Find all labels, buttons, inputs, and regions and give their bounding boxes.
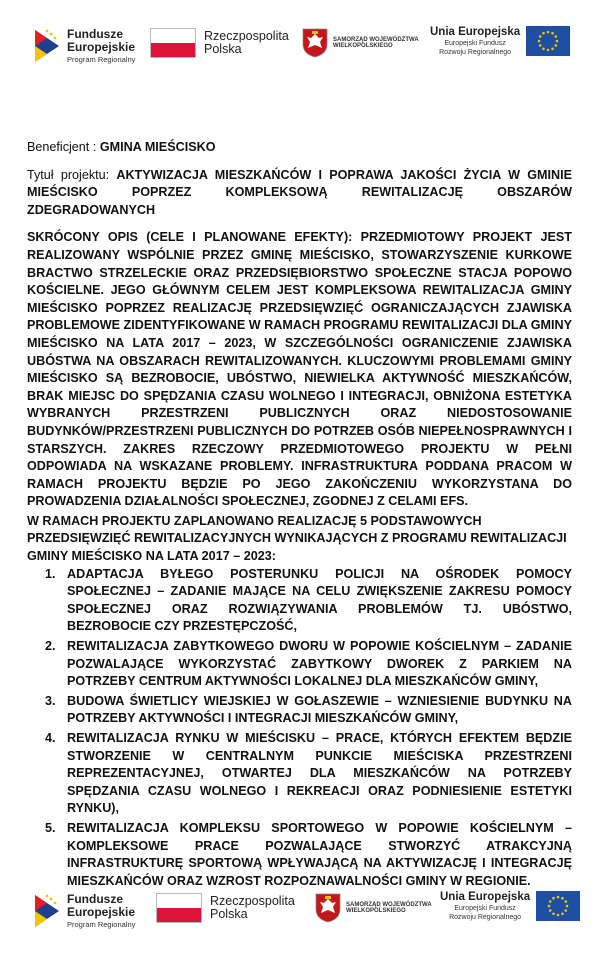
eu-line1: Unia Europejska xyxy=(440,891,531,903)
project-title-line xyxy=(27,167,572,220)
poland-flag-icon xyxy=(150,28,196,58)
eu-line3: Rozwoju Regionalnego xyxy=(439,49,512,57)
logo-poland xyxy=(156,893,295,923)
list-item: 4. REWITALIZACJA RYNKU W MIEŚCISKU – PRACE, KTÓRYCH EFEKTEM BĘDZIE STWORZENIE W CENTRALNYM PUNKCIE MIEŚCISKA PRZESTRZENI REPREZENTACYJNEJ, OTWARTEJ DLA MIESZKAŃCÓW NA POTRZEBY SPĘDZANIA CZASU WOLNEGO I REKREACJI ORAZ PODNIESIENIE ESTETYKI RYNKU), xyxy=(45,731,572,816)
document-body xyxy=(27,139,572,892)
logo-eu xyxy=(430,26,570,57)
european-funds-icon xyxy=(33,26,63,66)
logo-eu xyxy=(440,891,580,922)
project-task-list xyxy=(27,566,572,891)
funds-line2: Europejskie xyxy=(67,905,136,920)
eu-line1: Unia Europejska xyxy=(430,26,521,38)
poland-line1: Rzeczpospolita xyxy=(210,893,295,908)
funds-line3: Program Regionalny xyxy=(67,919,136,929)
region-coat-of-arms-icon xyxy=(315,893,341,923)
eu-line3: Rozwoju Regionalnego xyxy=(449,914,522,922)
eu-line2: Europejski Fundusz xyxy=(444,40,506,48)
region-line2: WIELKOPOLSKIEGO xyxy=(346,908,406,914)
list-item: 1. ADAPTACJA BYŁEGO POSTERUNKU POLICJI NA OŚRODEK POMOCY SPOŁECZNEJ – ZADANIE MAJĄCE NA CELU ZWIĘKSZENIE ZAKRESU POMOCY SPOŁECZNEJ ORAZ ROZWIĄZYWANIA PROBLEMÓW TJ. UBÓSTWO, BEZROBOCIE CZY PRZESTĘPCZOŚĆ, xyxy=(45,566,572,634)
logo-european-funds xyxy=(33,891,135,931)
list-item: 3. BUDOWA ŚWIETLICY WIEJSKIEJ W GOŁASZEWIE – WZNIESIENIE BUDYNKU NA POTRZEBY AKTYWNOŚCI I INTEGRACJI MIESZKAŃCÓW GMINY, xyxy=(45,693,572,726)
beneficiary-line xyxy=(27,139,572,157)
funds-line1: Fundusze xyxy=(67,27,123,42)
funds-line2: Europejskie xyxy=(67,40,136,55)
list-item: 2. REWITALIZACJA ZABYTKOWEGO DWORU W POPOWIE KOŚCIELNYM – ZADANIE POZWALAJĄCE WYKORZYSTAĆ ZABYTKOWY DWOREK Z PARKIEM NA POTRZEBY CENTRUM AKTYWNOŚCI LOKALNEJ DLA MIESZKAŃCÓW GMINY, xyxy=(45,639,572,689)
region-coat-of-arms-icon xyxy=(302,28,328,58)
european-funds-icon xyxy=(33,891,63,931)
logo-european-funds xyxy=(33,26,135,66)
header-logo-bar xyxy=(0,20,600,80)
poland-line1: Rzeczpospolita xyxy=(204,28,289,43)
region-line1: SAMORZĄD WOJEWÓDZTWA xyxy=(346,901,432,908)
eu-flag-icon xyxy=(526,26,570,56)
logo-region xyxy=(302,28,419,58)
region-line1: SAMORZĄD WOJEWÓDZTWA xyxy=(333,36,419,43)
beneficiary-label: Beneficjent : xyxy=(27,140,100,154)
project-intro: W RAMACH PROJEKTU ZAPLANOWANO REALIZACJĘ 5 PODSTAWOWYCH PRZEDSIĘWZIĘĆ REWITALIZACYJNYCH WYNIKAJĄCYCH Z PROGRAMU REWITALIZACJI GMINY MIEŚCISKO NA LATA 2017 – 2023: xyxy=(27,513,567,564)
poland-line2: Polska xyxy=(204,42,242,56)
footer-logo-bar xyxy=(0,885,600,945)
eu-flag-icon xyxy=(536,891,580,921)
list-item: 5. REWITALIZACJA KOMPLEKSU SPORTOWEGO W POPOWIE KOŚCIELNYM – KOMPLEKSOWE PRACE POZWALAJĄCE STWORZYĆ ATRAKCYJNĄ INFRASTRUKTURĘ SPORTOWĄ WPŁYWAJĄCĄ NA AKTYWIZACJĘ I INTEGRACJĘ MIESZKAŃCÓW ORAZ WZROST ROZPOZNAWALNOŚCI GMINY W REGIONIE. xyxy=(45,820,572,888)
project-summary: SKRÓCONY OPIS (CELE I PLANOWANE EFEKTY): PRZEDMIOTOWY PROJEKT JEST REALIZOWANY WSPÓLNIE PRZEZ GMINĘ MIEŚCISKO, STOWARZYSZENIE KURKOWE BRACTWO STRZELECKIE ORAZ PRZEDSIĘBIORSTWO SPOŁECZNE STACJA POPOWO KOŚCIELNE. JEGO GŁÓWNYM CELEM JEST KOMPLEKSOWA REWITALIZACJA GMINY MIEŚCISKO POPRZEZ REALIZACJĘ PRZEDSIĘWZIĘĆ OGRANICZAJĄCYCH ZJAWISKA PROBLEMOWE ZIDENTYFIKOWANE W RAMACH PROGRAMU REWITALIZACJI DLA GMINY MIEŚCISKO NA LATA 2017 – 2023, W SZCZEGÓLNOŚCI OGRANICZENIE ZJAWISKA UBÓSTWA NA OBSZARACH REWITALIZOWANYCH. KLUCZOWYMI PROBLEMAMI GMINY MIEŚCISKO SĄ BEZROBOCIE, UBÓSTWO, NIEWIELKA AKTYWNOŚĆ MIESZKAŃCÓW, BRAK MIEJSC DO SPĘDZANIA CZASU WOLNEGO I INTEGRACJI, OBNIŻONA ESTETYKA WYBRANYCH PRZESTRZENI PUBLICZNYCH ORAZ NIEDOSTOSOWANIE BUDYNKÓW/PRZESTRZENI PUBLICZNYCH DO POTRZEB OSÓB NIEPEŁNOSPRAWNYCH I STARSZYCH. ZAKRES RZECZOWY PRZEDMIOTOWEGO PROJEKTU W PEŁNI ODPOWIADA NA WSKAZANE PROBLEMY. INFRASTRUKTURA PODDANA PRACOM W RAMACH PROJEKTU BĘDZIE PO JEGO ZAKOŃCZENIU WYKORZYSTANA DO PROWADZENIA DZIAŁALNOŚCI SPOŁECZNEJ, ZGODNEJ Z CELAMI EFS. xyxy=(27,230,572,509)
poland-line2: Polska xyxy=(210,907,248,921)
logo-region xyxy=(315,893,432,923)
logo-poland xyxy=(150,28,289,58)
project-title-value: AKTYWIZACJA MIESZKAŃCÓW I POPRAWA JAKOŚCI ŻYCIA W GMINIE MIEŚCISKO POPRZEZ KOMPLEKSOWĄ REWITALIZACJĘ OBSZARÓW ZDEGRADOWANYCH xyxy=(27,167,572,217)
beneficiary-value: GMINA MIEŚCISKO xyxy=(99,140,216,154)
funds-line1: Fundusze xyxy=(67,892,123,907)
eu-line2: Europejski Fundusz xyxy=(454,905,516,913)
poland-flag-icon xyxy=(156,893,202,923)
funds-line3: Program Regionalny xyxy=(67,54,136,64)
project-title-label: Tytuł projektu: xyxy=(27,167,117,182)
region-line2: WIELKOPOLSKIEGO xyxy=(333,43,393,49)
